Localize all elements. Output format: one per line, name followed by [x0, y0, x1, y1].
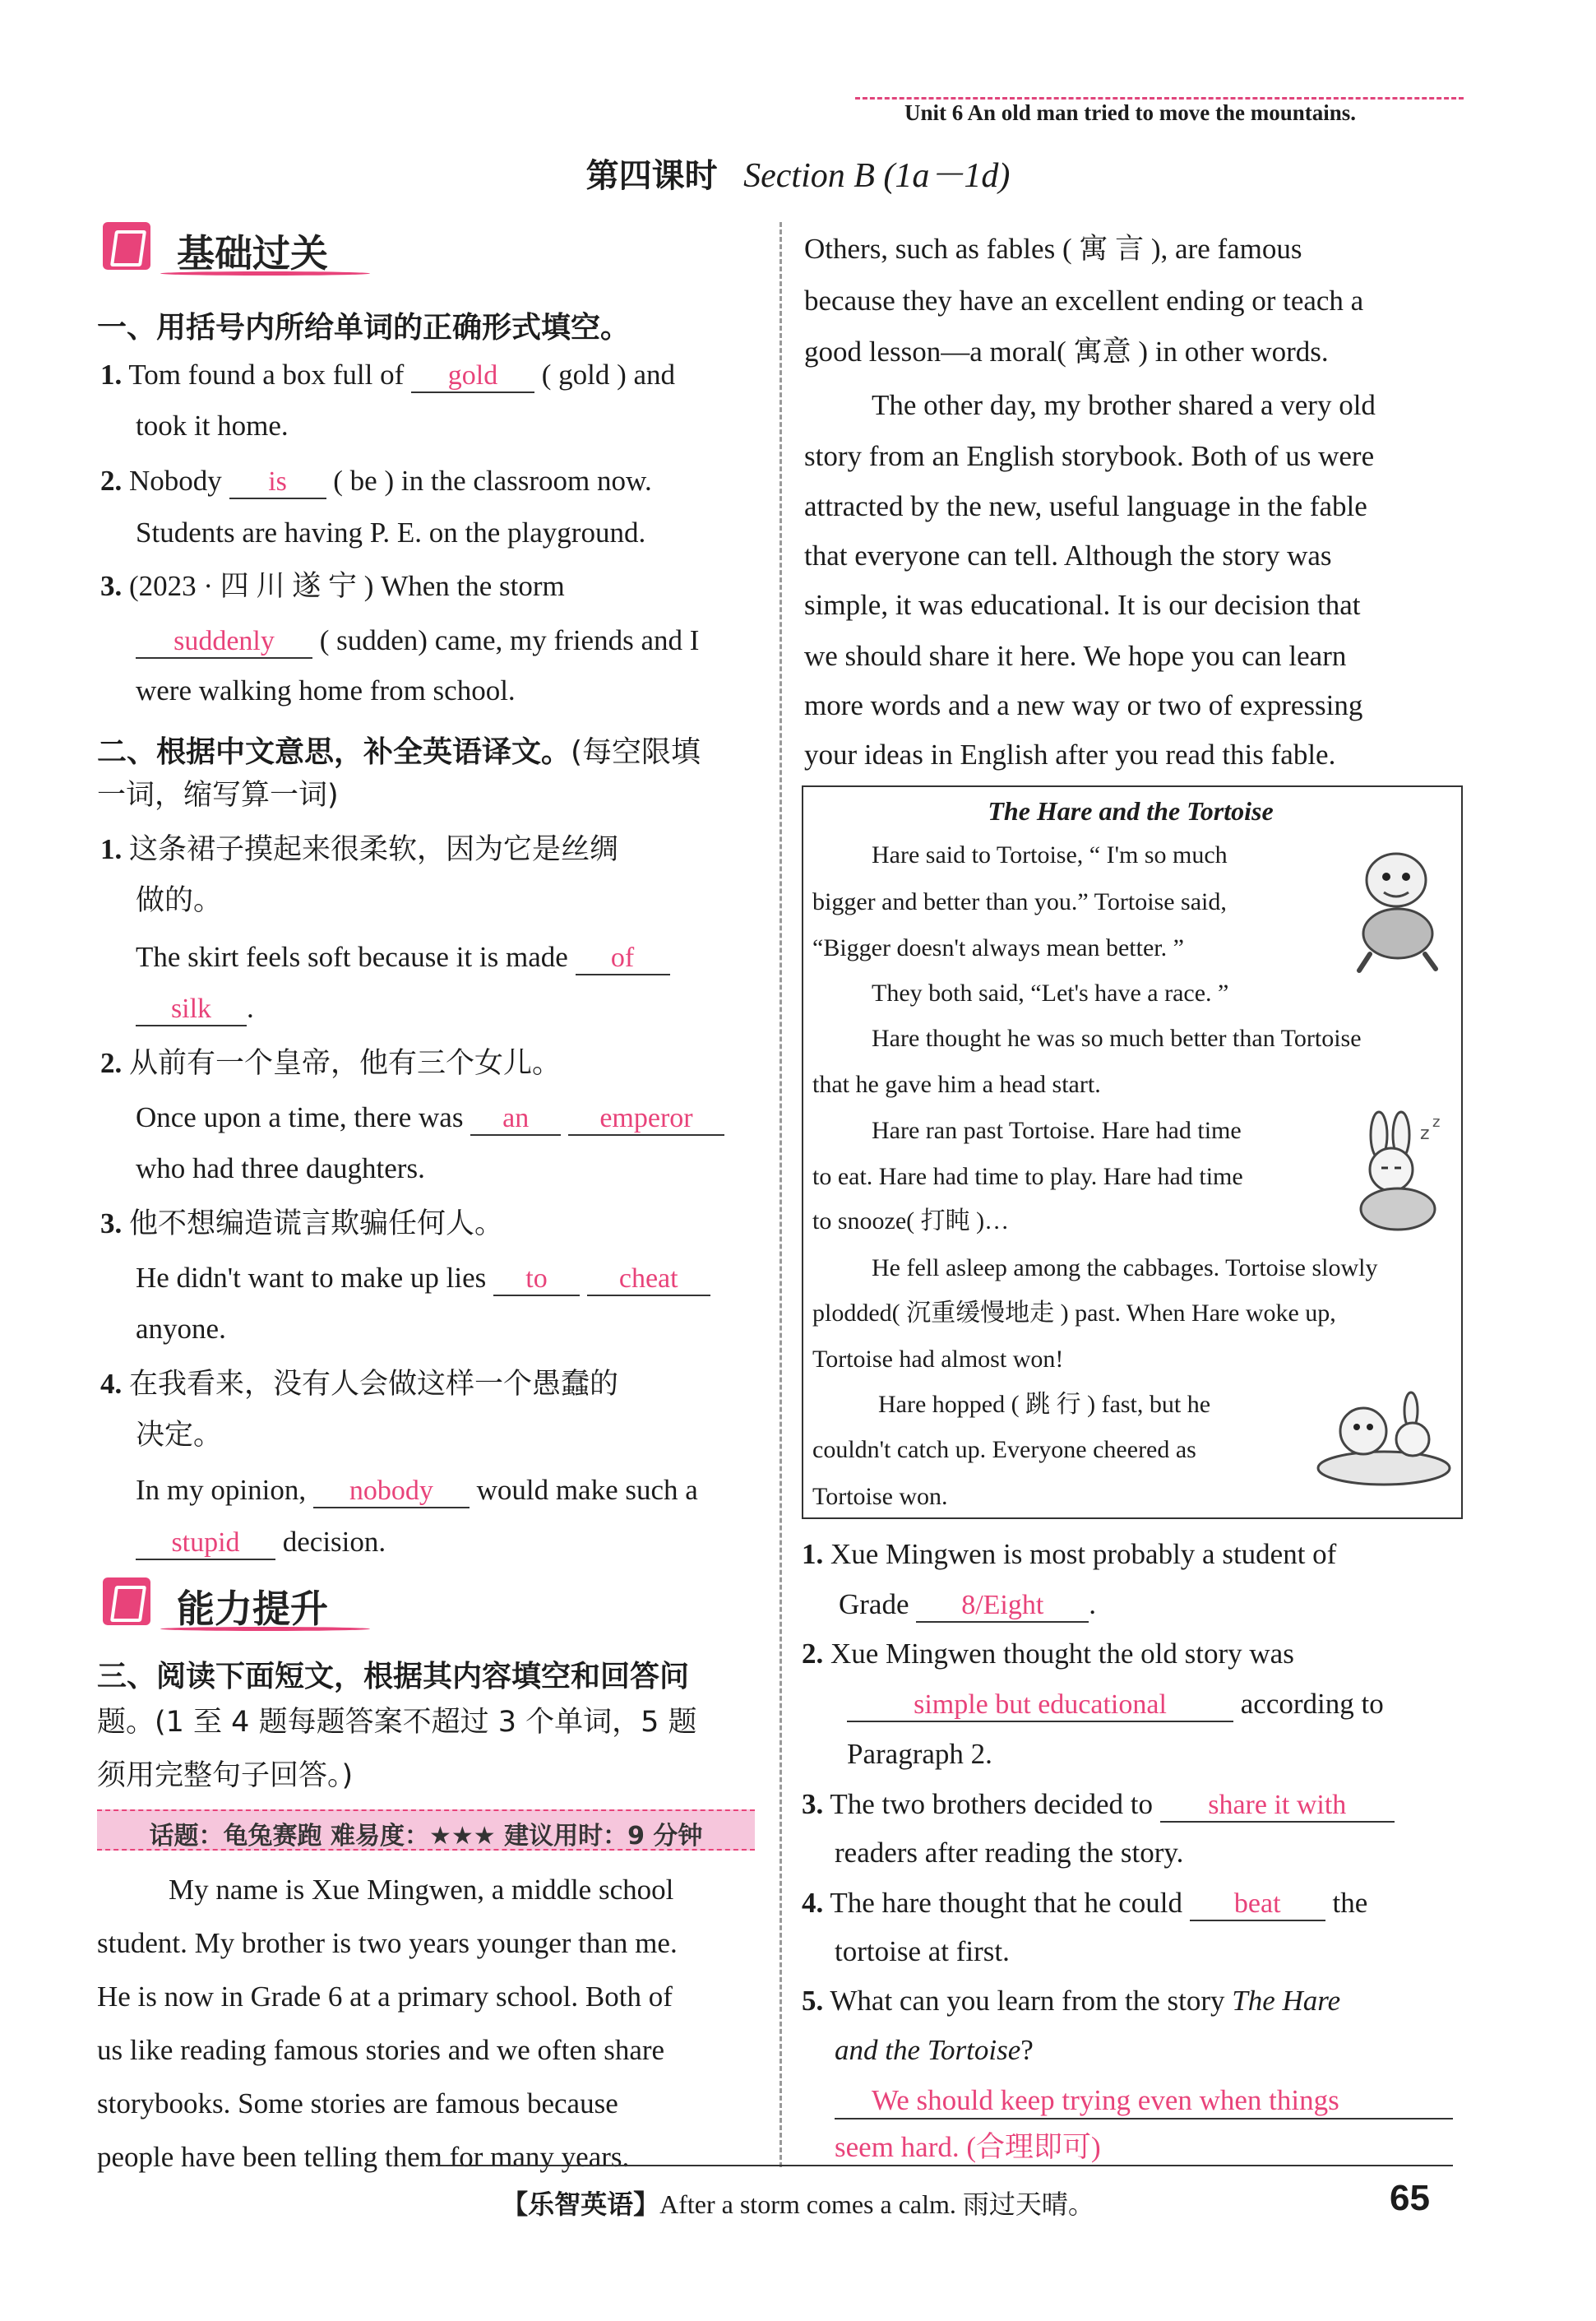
p2-q3-answer1[interactable]: to [493, 1262, 580, 1296]
q3-line1: 3. The two brothers decided to share it with [802, 1789, 1395, 1823]
p2-q1-en-line2: silk . [136, 993, 254, 1026]
p1-q1-line1: 1. Tom found a box full of gold ( gold ) and [100, 359, 675, 393]
passage-line: more words and a new way or two of expressing [804, 689, 1363, 721]
passage-line: student. My brother is two years younger than me. [97, 1927, 678, 1959]
q5-answer-line1[interactable]: We should keep trying even when things [835, 2083, 1453, 2119]
passage-line: My name is Xue Mingwen, a middle school [169, 1874, 674, 1906]
p2-q2-en-line1: Once upon a time, there was an emperor [136, 1102, 724, 1136]
p2-q3-en-line1: He didn't want to make up lies to cheat [136, 1262, 710, 1296]
fable-title: The Hare and the Tortoise [988, 796, 1274, 826]
p2-q1-en-line1: The skirt feels soft because it is made of [136, 942, 670, 975]
p2-q1-answer1[interactable]: of [576, 942, 670, 975]
svg-text:z: z [1432, 1114, 1441, 1131]
q2-line2: simple but educational according to [847, 1689, 1384, 1722]
fable-line: “Bigger doesn't always mean better. ” [812, 934, 1184, 961]
p2-q1-answer2[interactable]: silk [136, 993, 247, 1026]
unit-title: Unit 6 An old man tried to move the mountains. [904, 100, 1357, 125]
hare-sleeping-illustration [1342, 1110, 1449, 1234]
topic-text: 话题：龟兔赛跑 难易度：★★★ 建议用时：9 分钟 [149, 1822, 703, 1851]
passage-line: people have been telling them for many years. [97, 2141, 630, 2173]
p2-q1-cn-line1: 1. 这条裙子摸起来很柔软，因为它是丝绸 [100, 833, 619, 866]
section-title-advanced: 能力提升 [177, 1587, 328, 1631]
section-underline [160, 271, 370, 276]
passage-line: The other day, my brother shared a very old [872, 389, 1376, 421]
fable-line: to snooze( 打盹 )… [812, 1207, 1010, 1235]
passage-line: storybooks. Some stories are famous because [97, 2087, 618, 2119]
fable-line: Hare thought he was so much better than Tortoise [872, 1025, 1362, 1052]
passage-line: He is now in Grade 6 at a primary school. Both of [97, 1980, 673, 2013]
p2-q4-cn-line1: 4. 在我看来，没有人会做这样一个愚蠢的 [100, 1368, 619, 1401]
fable-line: They both said, “Let's have a race. ” [872, 980, 1229, 1007]
q2-answer[interactable]: simple but educational [847, 1689, 1233, 1722]
fable-line: Hare said to Tortoise, “ I'm so much [872, 841, 1228, 869]
p1-q2-line1: 2. Nobody is ( be ) in the classroom now. [100, 466, 652, 499]
passage-line: that everyone can tell. Although the story was [804, 540, 1332, 572]
header-divider [855, 97, 1464, 100]
p1-q1-line2: took it home. [136, 410, 289, 442]
passage-line: us like reading famous stories and we often share [97, 2034, 665, 2066]
section-underline [160, 1627, 370, 1631]
p2-q3-answer2[interactable]: cheat [587, 1262, 710, 1296]
page-number: 65 [1390, 2178, 1430, 2218]
q3-answer[interactable]: share it with [1160, 1789, 1395, 1823]
passage-line: we should share it here. We hope you can learn [804, 640, 1347, 672]
svg-text:z: z [1420, 1123, 1430, 1144]
q2-line1: 2. Xue Mingwen thought the old story was [802, 1638, 1294, 1670]
lesson-title-cn: 第四课时 [585, 157, 718, 195]
p1-q3-line2: suddenly ( sudden) came, my friends and I [136, 625, 699, 659]
passage-line: your ideas in English after you read this fable. [804, 739, 1336, 771]
q1-line2: Grade 8/Eight . [839, 1589, 1096, 1623]
pencil-notebook-icon [103, 222, 150, 270]
fable-line: He fell asleep among the cabbages. Tortoise slowly [872, 1254, 1378, 1281]
p1-q1-answer[interactable]: gold [411, 359, 534, 393]
footer [0, 2184, 1596, 2221]
fable-line: Hare hopped ( 跳 行 ) fast, but he [878, 1391, 1211, 1418]
q4-answer[interactable]: beat [1190, 1888, 1325, 1921]
footer-brand: 【乐智英语】 [502, 2189, 660, 2220]
part3-heading-line2: 题。(1 至 4 题每题答案不超过 3 个单词，5 题 [97, 1706, 697, 1739]
p1-q3-line1: 3. (2023 · 四 川 遂 宁 ) When the storm [100, 570, 565, 602]
q2-line3: Paragraph 2. [847, 1738, 992, 1770]
hare-tortoise-race-illustration [1314, 1386, 1454, 1489]
p2-q4-cn-line2: 决定。 [136, 1419, 223, 1452]
p2-q4-answer2[interactable]: stupid [136, 1526, 275, 1560]
p2-q2-answer1[interactable]: an [470, 1102, 561, 1136]
q4-line2: tortoise at first. [835, 1935, 1010, 1967]
p2-q4-en-line1: In my opinion, nobody would make such a [136, 1475, 698, 1508]
passage-line: story from an English storybook. Both of us were [804, 440, 1375, 472]
pencil-notebook-icon [103, 1577, 150, 1625]
column-divider [779, 222, 782, 2167]
p2-q2-en-line2: who had three daughters. [136, 1152, 425, 1184]
p2-q4-en-line2: stupid decision. [136, 1526, 386, 1560]
part3-heading-line3: 须用完整句子回答。) [97, 1759, 354, 1792]
fable-line: Tortoise won. [812, 1483, 948, 1510]
passage-line: good lesson—a moral( 寓意 ) in other words. [804, 336, 1329, 368]
p1-q2-line2: Students are having P. E. on the playground. [136, 517, 646, 549]
part3-heading-line1: 三、阅读下面短文，根据其内容填空和回答问 [97, 1660, 690, 1693]
lesson-title-en: Section B (1a－1d) [743, 157, 1011, 195]
fable-line: Tortoise had almost won! [812, 1346, 1064, 1373]
p2-q3-en-line2: anyone. [136, 1313, 226, 1345]
footer-motto: After a storm comes a calm. 雨过天晴。 [659, 2189, 1094, 2219]
q3-line2: readers after reading the story. [835, 1837, 1184, 1869]
p2-q1-cn-line2: 做的。 [136, 884, 223, 917]
q4-line1: 4. The hare thought that he could beat the [802, 1888, 1367, 1921]
lesson-title [0, 148, 1596, 197]
p1-q3-answer[interactable]: suddenly [136, 625, 312, 659]
passage-line: simple, it was educational. It is our decision that [804, 589, 1361, 621]
part2-heading-line1: 二、根据中文意思，补全英语译文。(每空限填 [97, 735, 701, 769]
part1-heading: 一、用括号内所给单词的正确形式填空。 [97, 311, 631, 345]
p1-q3-line3: were walking home from school. [136, 674, 516, 706]
p2-q4-answer1[interactable]: nobody [313, 1475, 470, 1508]
fable-line: Hare ran past Tortoise. Hare had time [872, 1117, 1242, 1144]
q1-answer[interactable]: 8/Eight [916, 1589, 1089, 1623]
q5-line1: 5. What can you learn from the story The Hare [802, 1985, 1341, 2017]
fable-line: that he gave him a head start. [812, 1071, 1101, 1098]
part2-heading-line2: 一词，缩写算一词) [97, 779, 339, 812]
p2-q2-answer2[interactable]: emperor [568, 1102, 724, 1136]
footer-divider [436, 2165, 1451, 2166]
p1-q2-answer[interactable]: is [229, 466, 326, 499]
q1-line1: 1. Xue Mingwen is most probably a student of [802, 1538, 1337, 1570]
fable-line: plodded( 沉重缓慢地走 ) past. When Hare woke up, [812, 1299, 1336, 1327]
fable-line: to eat. Hare had time to play. Hare had time [812, 1163, 1243, 1190]
p2-q2-cn: 2. 从前有一个皇帝，他有三个女儿。 [100, 1047, 562, 1080]
passage-line: because they have an excellent ending or teach a [804, 285, 1364, 317]
passage-line: attracted by the new, useful language in the fable [804, 490, 1367, 522]
fable-line: bigger and better than you.” Tortoise said, [812, 888, 1227, 915]
tortoise-illustration [1347, 847, 1446, 979]
q5-answer-line2[interactable]: seem hard. (合理即可) [835, 2130, 1453, 2166]
passage-line: Others, such as fables ( 寓 言 ), are famous [804, 233, 1302, 265]
fable-line: couldn't catch up. Everyone cheered as [812, 1436, 1196, 1463]
p2-q3-cn: 3. 他不想编造谎言欺骗任何人。 [100, 1207, 504, 1240]
q5-line2: and the Tortoise? [835, 2034, 1034, 2066]
section-title-basic: 基础过关 [177, 231, 328, 276]
